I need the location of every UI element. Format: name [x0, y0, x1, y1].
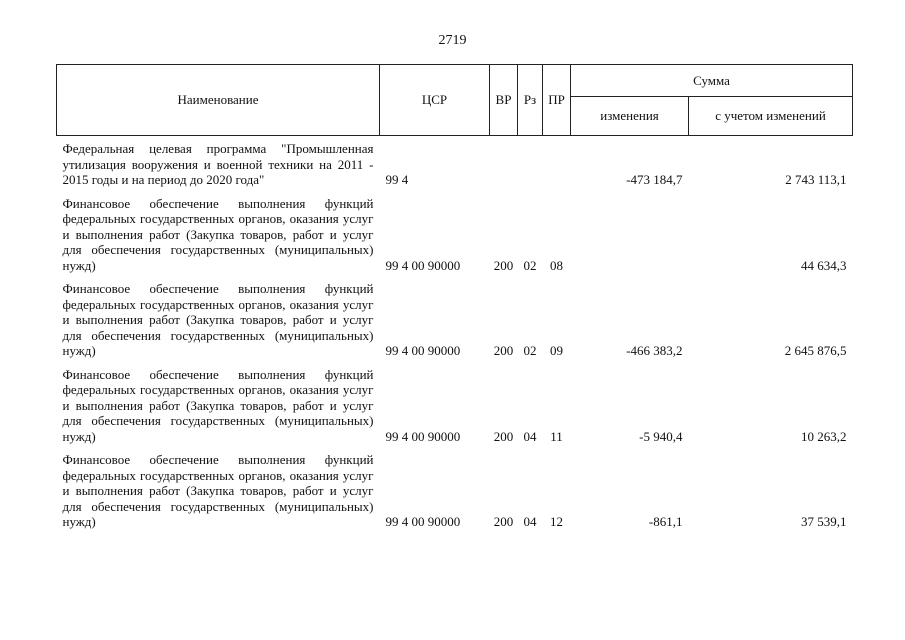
row-vr — [490, 136, 518, 188]
header-rz: Рз — [518, 65, 543, 136]
row-name: Федеральная целевая программа "Промышленная утилизация вооружения и военной техники на 2011 - 2015 годы и на период до 2020 года" — [62, 141, 374, 187]
header-csr: ЦСР — [380, 65, 490, 136]
row-rz: 04 — [523, 428, 537, 444]
row-name: Финансовое обеспечение выполнения функций федеральных государственных органов, оказания услуг и выполнения работ (Закупка товаров, работ и услуг для обеспечения государственных (муниципальных) нужд) — [62, 281, 374, 358]
row-csr: 99 4 00 90000 — [385, 257, 461, 273]
header-name: Наименование — [57, 65, 380, 136]
row-change: -466 383,2 — [626, 343, 683, 358]
row-csr: 99 4 00 90000 — [385, 428, 461, 444]
row-total: 44 634,3 — [801, 257, 847, 273]
row-change: -5 940,4 — [639, 428, 683, 444]
row-csr: 99 4 00 90000 — [385, 343, 461, 358]
table-header — [57, 65, 853, 136]
table-row — [57, 444, 853, 530]
row-pr — [543, 136, 571, 188]
row-total: 10 263,2 — [801, 428, 847, 444]
row-rz: 04 — [523, 514, 537, 529]
budget-table — [56, 64, 853, 530]
row-name: Финансовое обеспечение выполнения функций федеральных государственных органов, оказания услуг и выполнения работ (Закупка товаров, работ и услуг для обеспечения государственных (муниципальных) нужд) — [62, 195, 374, 273]
row-pr: 09 — [550, 343, 563, 358]
row-change: -473 184,7 — [626, 172, 683, 187]
row-pr: 11 — [550, 428, 563, 444]
row-rz — [518, 136, 543, 188]
row-csr: 99 4 — [385, 172, 409, 187]
row-csr: 99 4 00 90000 — [385, 514, 461, 529]
header-sum: Сумма — [571, 65, 853, 97]
row-vr: 200 — [493, 257, 514, 273]
row-vr: 200 — [493, 343, 514, 358]
row-total: 37 539,1 — [801, 514, 847, 529]
header-pr: ПР — [543, 65, 571, 136]
row-name: Финансовое обеспечение выполнения функций федеральных государственных органов, оказания услуг и выполнения работ (Закупка товаров, работ и услуг для обеспечения государственных (муниципальных) нужд) — [62, 452, 374, 529]
row-change — [571, 188, 689, 274]
row-name: Финансовое обеспечение выполнения функций федеральных государственных органов, оказания услуг и выполнения работ (Закупка товаров, работ и услуг для обеспечения государственных (муниципальных) нужд) — [62, 366, 374, 444]
table-row — [57, 136, 853, 188]
header-change: изменения — [571, 97, 689, 136]
page-number: 2719 — [438, 33, 467, 48]
row-change: -861,1 — [648, 514, 683, 529]
table-row — [57, 188, 853, 274]
row-total: 2 645 876,5 — [784, 343, 847, 358]
row-pr: 08 — [550, 257, 563, 273]
row-rz: 02 — [523, 343, 537, 358]
row-pr: 12 — [550, 514, 563, 529]
row-rz: 02 — [523, 257, 537, 273]
table-row — [57, 273, 853, 359]
table-row — [57, 359, 853, 445]
row-vr: 200 — [493, 514, 514, 529]
table-body — [57, 136, 853, 530]
row-total: 2 743 113,1 — [785, 172, 847, 187]
row-vr: 200 — [493, 428, 514, 444]
header-with-change: с учетом изменений — [689, 97, 853, 136]
header-vr: ВР — [490, 65, 518, 136]
